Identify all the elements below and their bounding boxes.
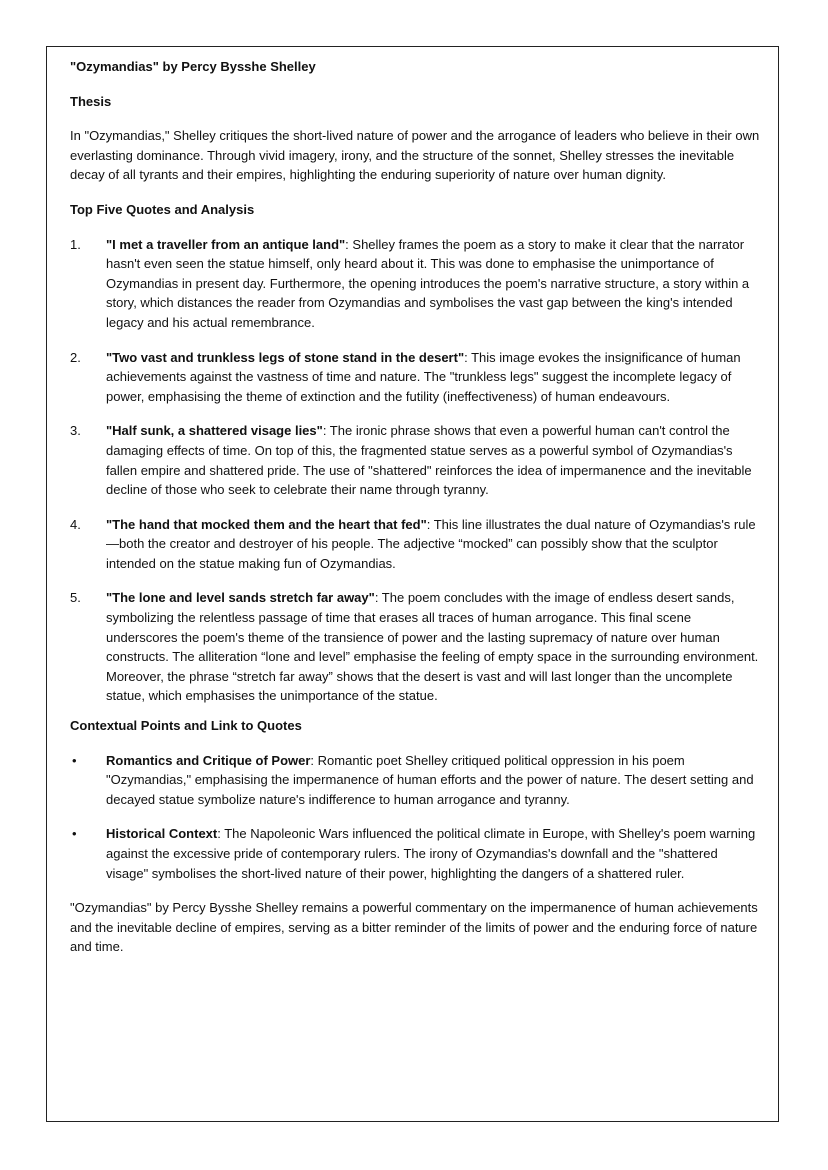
bullet-marker: •: [72, 752, 77, 768]
context-lead: Romantics and Critique of Power: [106, 752, 311, 768]
quotes-list: [70, 235, 760, 706]
quote-analysis: : This image evokes the insignificance of human achievements against the vastness of time and nature. The "trunkless legs" suggest the incomplete legacy of power, emphasising the theme of extinction and the futility (ineffectiveness) of human endeavours.: [106, 349, 741, 404]
thesis-heading: Thesis: [70, 93, 112, 109]
context-text: : Romantic poet Shelley critiqued political oppression in his poem "Ozymandias," emphasising the impermanence of human efforts and the power of nature. The desert setting and decayed statue symbolize nature's indifference to human arrogance and tyranny.: [106, 752, 754, 807]
context-heading: Contextual Points and Link to Quotes: [70, 718, 302, 734]
quote-number: 4.: [70, 516, 81, 532]
context-lead: Historical Context: [106, 826, 218, 842]
context-list: [70, 751, 760, 884]
document-body: [70, 57, 760, 972]
thesis-paragraph: In "Ozymandias," Shelley critiques the short-lived nature of power and the arrogance of leaders who believe in their own everlasting dominance. Through vivid imagery, irony, and the structure of the sonnet, Shelley stresses the inevitable decay of all tyrants and their empires, highlighting the enduring superiority of nature over human dignity.: [70, 128, 760, 183]
context-text: : The Napoleonic Wars influenced the political climate in Europe, with Shelley's poem warning against the excessive pride of contemporary rulers. The irony of Ozymandias's downfall and the "shattered visage" symbolises the short-lived nature of their power, highlighting the dangers of a shattered ruler.: [106, 826, 756, 881]
quote-item: [70, 421, 760, 499]
document-title: "Ozymandias" by Percy Bysshe Shelley: [70, 59, 316, 74]
quote-analysis: : The poem concludes with the image of endless desert sands, symbolizing the relentless passage of time that erases all traces of human arrogance. This final scene underscores the poem's theme of the transience of power and the lasting supremacy of nature over human constructs. The alliteration “lone and level” emphasise the feeling of empty space in the surrounding environment. Moreover, the phrase “stretch far away” shows that the desert is vast and will last longer than the uncomplete statue, which emphasises the unimportance of the statue.: [106, 590, 759, 704]
context-item: [70, 824, 760, 883]
quote-text: "Half sunk, a shattered visage lies": [106, 423, 323, 439]
quote-number: 2.: [70, 349, 81, 365]
context-item: [70, 751, 760, 810]
conclusion-paragraph: "Ozymandias" by Percy Bysshe Shelley remains a powerful commentary on the impermanence of human achievements and the inevitable decline of empires, serving as a bitter reminder of the limits of power and the enduring force of nature and time.: [70, 900, 758, 955]
quote-analysis: : This line illustrates the dual nature of Ozymandias's rule—both the creator and destroyer of his people. The adjective “mocked” can possibly show that the sculptor intended on the statue making fun of Ozymandias.: [106, 516, 756, 571]
bullet-marker: •: [72, 826, 77, 842]
quote-number: 5.: [70, 590, 81, 606]
quote-text: "I met a traveller from an antique land": [106, 236, 346, 252]
quote-item: [70, 515, 760, 574]
quotes-heading: Top Five Quotes and Analysis: [70, 201, 255, 217]
quote-item: [70, 588, 760, 706]
quote-number: 1.: [70, 236, 81, 252]
quote-analysis: : The ironic phrase shows that even a powerful human can't control the damaging effects of time. On top of this, the fragmented statue serves as a powerful symbol of Ozymandias's fallen empire and shattered pride. The use of "shattered" reinforces the idea of impermanence and the inevitable decline of those who seek to celebrate their name through tyranny.: [106, 423, 752, 498]
quote-item: [70, 235, 760, 333]
quote-number: 3.: [70, 423, 81, 439]
quote-text: "The lone and level sands stretch far away": [106, 590, 375, 606]
quote-text: "The hand that mocked them and the heart that fed": [106, 516, 427, 532]
quote-text: "Two vast and trunkless legs of stone stand in the desert": [106, 349, 465, 365]
quote-analysis: : Shelley frames the poem as a story to make it clear that the narrator hasn't even seen the statue himself, only heard about it. This was done to emphasise the unimportance of Ozymandias in present day. Furthermore, the opening introduces the poem's narrative structure, a story within a story, which distances the reader from Ozymandias and symbolises the vast gap between the king's intended legacy and his actual remembrance.: [106, 236, 750, 330]
quote-item: [70, 348, 760, 407]
